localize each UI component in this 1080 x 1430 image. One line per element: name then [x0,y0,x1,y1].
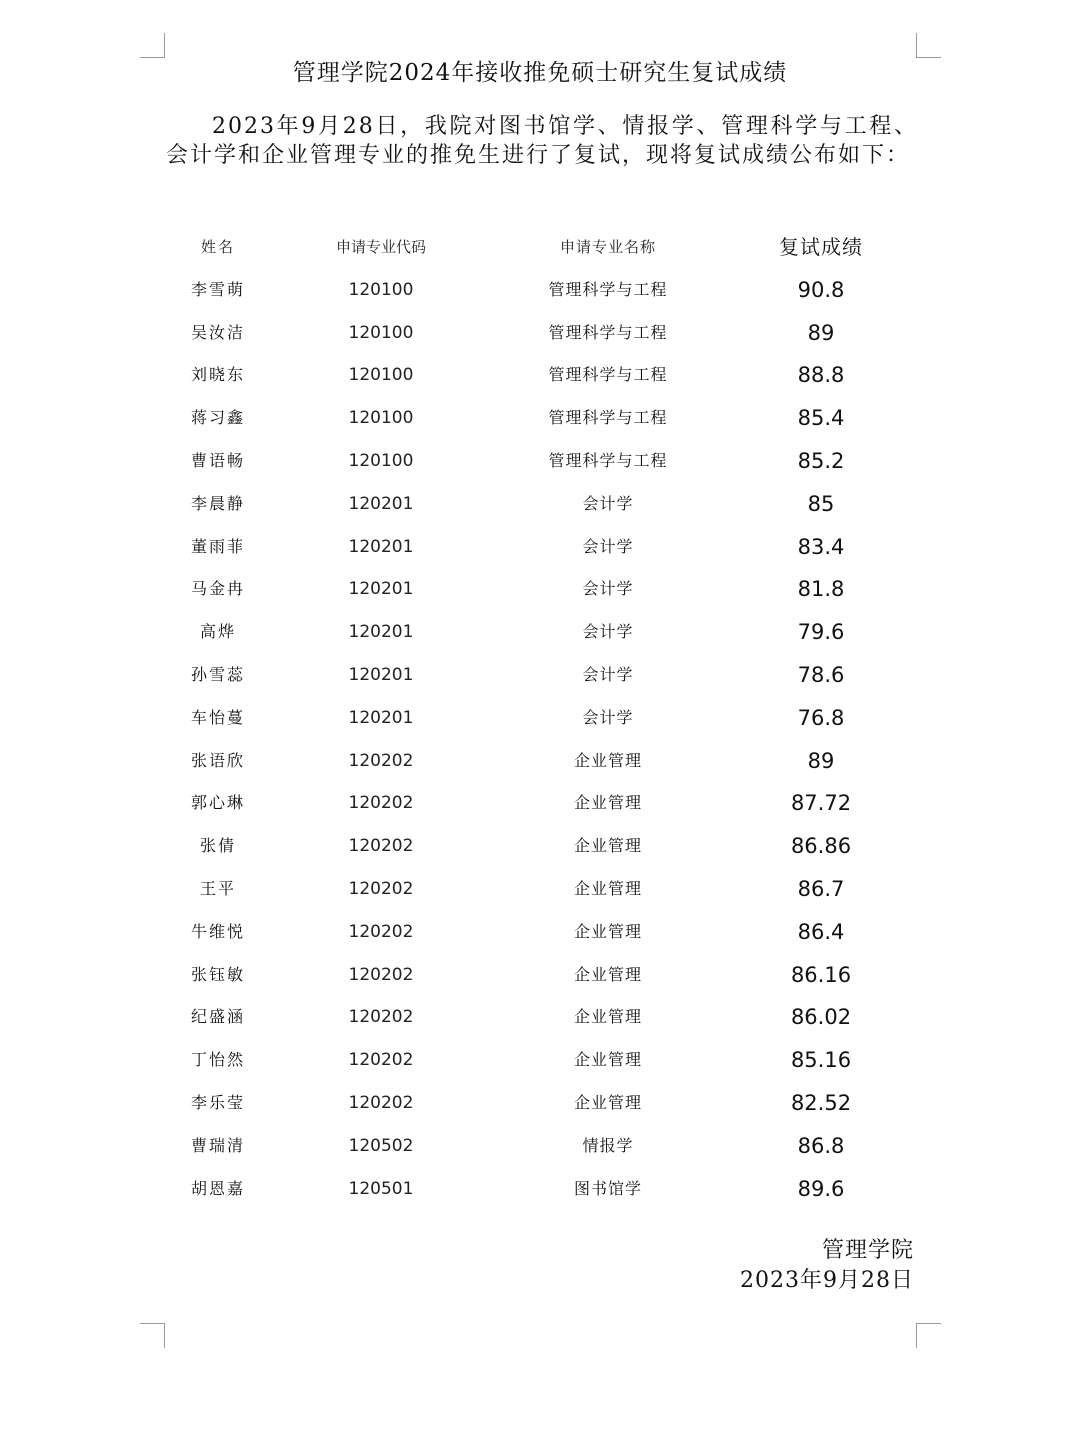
table-row [0,1168,1080,1211]
cell-score: 89 [807,320,835,345]
cell-major-code: 120100 [348,450,414,471]
cell-name: 郭心琳 [190,793,245,813]
cell-major-name: 会计学 [582,493,634,513]
cell-score: 82.52 [790,1090,852,1115]
cell-major-code: 120100 [348,322,414,343]
cell-major-code: 120202 [348,793,414,814]
cell-score: 89 [807,748,835,773]
cell-major-code: 120100 [348,365,414,386]
cell-major-name: 情报学 [582,1135,634,1155]
table-row [0,611,1080,654]
cell-major-code: 120202 [348,921,414,942]
cell-name: 胡恩嘉 [190,1178,245,1198]
cell-major-name: 企业管理 [573,921,642,941]
cell-name: 曹瑞清 [190,1135,245,1155]
cell-score: 78.6 [797,662,845,687]
table-row [0,1039,1080,1082]
cell-major-code: 120201 [348,664,414,685]
cell-major-name: 企业管理 [573,1050,642,1070]
cell-major-code: 120202 [348,1092,414,1113]
cell-score: 85.4 [797,406,845,431]
table-row [0,1082,1080,1125]
results-table [0,226,1080,1210]
table-row [0,526,1080,569]
cell-major-code: 120201 [348,536,414,557]
cell-major-code: 120501 [348,1178,414,1199]
cell-name: 刘晓东 [190,365,245,385]
cell-major-name: 企业管理 [573,878,642,898]
cell-name: 吴汝洁 [190,322,245,342]
table-row [0,312,1080,355]
cell-major-code: 120202 [348,1050,414,1071]
document-title: 管理学院2024年接收推免硕士研究生复试成绩 [292,60,788,86]
cell-major-name: 会计学 [582,707,634,727]
header-score: 复试成绩 [779,235,863,259]
cell-major-name: 企业管理 [573,1007,642,1027]
header-major-name: 申请专业名称 [559,238,656,256]
cell-major-name: 企业管理 [573,750,642,770]
cell-name: 车怡蔓 [190,707,245,727]
table-header-row [0,226,1080,269]
table-body [0,269,1080,1211]
crop-mark-bottom-right [916,1323,941,1348]
signature-date: 2023年9月28日 [740,1268,914,1293]
cell-name: 李晨静 [190,493,245,513]
cell-major-name: 管理科学与工程 [548,279,668,299]
cell-score: 76.8 [797,705,845,730]
cell-major-name: 管理科学与工程 [548,408,668,428]
cell-name: 张语欣 [190,750,245,770]
table-row [0,1125,1080,1168]
table-row [0,740,1080,783]
table-row [0,568,1080,611]
cell-score: 86.8 [797,1133,845,1158]
cell-major-name: 管理科学与工程 [548,365,668,385]
cell-major-name: 企业管理 [573,964,642,984]
cell-name: 李雪萌 [190,279,245,299]
cell-major-name: 会计学 [582,536,634,556]
cell-name: 曹语畅 [190,450,245,470]
cell-name: 王平 [199,878,236,898]
cell-major-name: 图书馆学 [573,1178,642,1198]
cell-major-code: 120100 [348,279,414,300]
cell-major-code: 120202 [348,1007,414,1028]
cell-score: 89.6 [797,1176,845,1201]
cell-major-name: 企业管理 [573,836,642,856]
cell-major-name: 会计学 [582,664,634,684]
cell-name: 马金冉 [190,579,245,599]
cell-score: 86.4 [797,919,845,944]
table-row [0,697,1080,740]
table-row [0,868,1080,911]
cell-score: 90.8 [797,277,845,302]
cell-name: 蒋习鑫 [190,408,245,428]
cell-score: 85.16 [790,1048,852,1073]
table-row [0,269,1080,312]
table-row [0,782,1080,825]
cell-major-code: 120202 [348,878,414,899]
cell-major-name: 企业管理 [573,1092,642,1112]
table-row [0,954,1080,997]
cell-name: 丁怡然 [190,1050,245,1070]
cell-score: 81.8 [797,577,845,602]
cell-major-name: 会计学 [582,622,634,642]
cell-score: 85.2 [797,448,845,473]
table-row [0,440,1080,483]
cell-major-code: 120100 [348,408,414,429]
cell-major-name: 管理科学与工程 [548,322,668,342]
cell-name: 纪盛涵 [190,1007,245,1027]
cell-score: 79.6 [797,620,845,645]
cell-score: 86.86 [790,834,852,859]
cell-name: 张钰敏 [190,964,245,984]
cell-score: 85 [807,491,835,516]
header-major-code: 申请专业代码 [335,238,426,256]
cell-score: 87.72 [790,791,852,816]
cell-score: 83.4 [797,534,845,559]
table-row [0,483,1080,526]
header-name: 姓名 [200,238,235,256]
cell-major-code: 120202 [348,964,414,985]
cell-major-name: 会计学 [582,579,634,599]
cell-major-name: 企业管理 [573,793,642,813]
table-row [0,996,1080,1039]
crop-mark-bottom-left [140,1323,165,1348]
cell-score: 86.7 [797,876,845,901]
cell-name: 高烨 [199,622,236,642]
cell-score: 86.02 [790,1005,852,1030]
cell-score: 86.16 [790,962,852,987]
intro-paragraph: 2023年9月28日，我院对图书馆学、情报学、管理科学与工程、会计学和企业管理专业的推免生进行了复试，现将复试成绩公布如下： [166,114,918,168]
cell-major-code: 120502 [348,1135,414,1156]
table-row [0,354,1080,397]
table-row [0,654,1080,697]
table-row [0,397,1080,440]
cell-score: 88.8 [797,363,845,388]
cell-name: 孙雪蕊 [190,664,245,684]
table-row [0,911,1080,954]
cell-major-code: 120201 [348,707,414,728]
cell-major-code: 120201 [348,493,414,514]
cell-major-code: 120202 [348,750,414,771]
cell-name: 张倩 [199,836,236,856]
cell-major-code: 120202 [348,836,414,857]
cell-major-name: 管理科学与工程 [548,450,668,470]
cell-name: 牛维悦 [190,921,245,941]
table-row [0,825,1080,868]
cell-name: 李乐莹 [190,1092,245,1112]
signature-org: 管理学院 [821,1238,914,1263]
signature-block [740,1236,914,1296]
cell-major-code: 120201 [348,622,414,643]
cell-name: 董雨菲 [190,536,245,556]
cell-major-code: 120201 [348,579,414,600]
